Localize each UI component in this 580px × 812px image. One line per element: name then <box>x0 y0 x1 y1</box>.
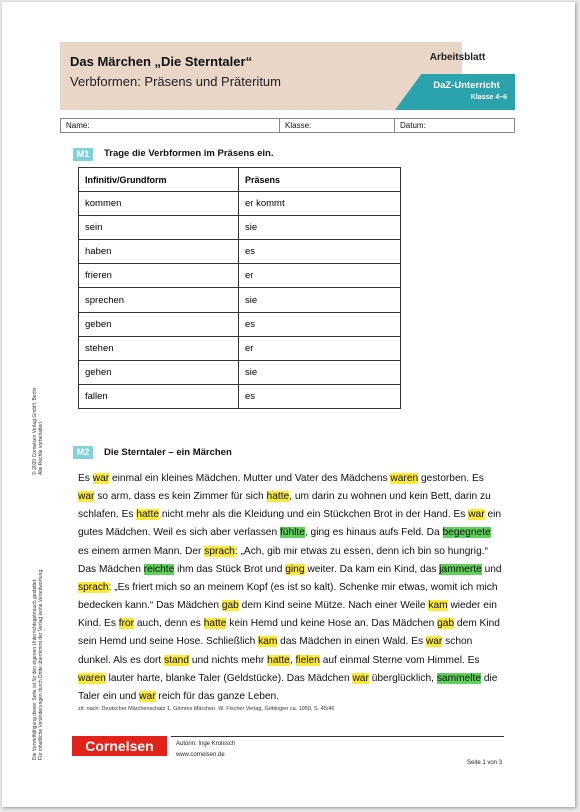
story-text-segment: ein gutes Mädchen. Weil es sich aber verlassen <box>78 509 502 539</box>
website-link[interactable]: www.cornelsen.de <box>176 752 225 758</box>
present-tense-cell[interactable]: es <box>239 312 401 336</box>
table-row <box>79 336 401 360</box>
story-paragraph <box>78 470 503 706</box>
class-field[interactable]: Klasse: <box>280 119 395 132</box>
name-field[interactable]: Name: <box>61 119 280 132</box>
present-tense-cell[interactable]: sie <box>239 360 401 384</box>
infinitive-cell: haben <box>79 240 239 264</box>
present-tense-cell[interactable]: er <box>239 336 401 360</box>
story-text-segment: dem Kind sein Hemd und seine Hose. Schließlich <box>78 618 500 648</box>
story-text-segment: überglücklich, <box>368 672 437 684</box>
highlighted-verb-preterite: war <box>468 509 485 521</box>
sheet-type-label: Arbeitsblatt <box>429 52 486 63</box>
highlighted-verb-preterite: waren <box>390 473 419 484</box>
highlighted-verb-preterite: sprach <box>204 545 235 557</box>
infinitive-cell: stehen <box>79 336 239 360</box>
m1-badge: M1 <box>73 148 93 161</box>
highlighted-verb-preterite: hatte <box>266 491 290 503</box>
table-row <box>79 384 401 408</box>
student-info-row <box>60 118 515 133</box>
table-row <box>79 288 401 312</box>
present-tense-cell[interactable]: er kommt <box>239 192 401 216</box>
story-text-segment: gestorben. Es <box>418 473 484 484</box>
column-header-present: Präsens <box>239 168 401 192</box>
citation: zit. nach: Deutscher Märchenschatz 1, Grimms Märchen. W. Fischer Verlag, Göttingen ca. 1950, S. 45/46 <box>78 706 335 712</box>
present-tense-cell[interactable]: sie <box>239 288 401 312</box>
course-label: DaZ-Unterricht <box>433 80 500 91</box>
table-row <box>79 360 401 384</box>
usage-line-1: Die Vervielfältigung dieser Seite ist für den eigenen Unterrichtsgebrauch gestattet. <box>32 578 38 760</box>
copyright-notice <box>32 388 44 475</box>
story-text <box>78 470 503 706</box>
highlighted-verb-regular: fühlte <box>279 527 305 539</box>
table-row <box>79 216 401 240</box>
highlighted-verb-preterite: hatte <box>203 618 227 630</box>
present-tense-cell[interactable]: es <box>239 384 401 408</box>
present-tense-cell[interactable]: sie <box>239 216 401 240</box>
story-text-segment: ihm das Stück Brot und <box>174 563 286 575</box>
story-text-segment: lauter harte, blanke Taler (Geldstücke). Das Mädchen <box>105 672 353 684</box>
story-text-segment: auch, denn es <box>134 618 204 630</box>
highlighted-verb-preterite: war <box>78 491 95 503</box>
story-text-segment: reich für das ganze Leben. <box>155 690 280 702</box>
page-subtitle: Verbformen: Präsens und Präteritum <box>70 74 281 89</box>
story-text-segment: , um darin zu wohnen und kein Bett, darin zu schlafen. Es <box>78 491 491 521</box>
story-text-segment: so arm, dass es kein Zimmer für sich <box>94 491 267 503</box>
m2-badge: M2 <box>73 446 93 459</box>
story-text-segment: einmal ein kleines Mädchen. Mutter und Vater des Mädchens <box>109 473 391 484</box>
highlighted-verb-preterite: gab <box>221 600 239 612</box>
highlighted-verb-preterite: war <box>92 473 110 484</box>
grade-label: Klasse 4–6 <box>470 94 507 101</box>
table-row <box>79 240 401 264</box>
story-text-segment: weiter. Da kam ein Kind, das <box>304 563 440 575</box>
verb-table <box>78 167 401 409</box>
story-text-segment: Es <box>78 473 93 484</box>
story-text-segment: und <box>481 563 502 575</box>
story-text-segment: das Mädchen in einen Wald. Es <box>277 636 426 648</box>
story-text-segment: und nichts mehr <box>189 654 268 666</box>
highlighted-verb-preterite: fror <box>118 618 135 630</box>
present-tense-cell[interactable]: es <box>239 240 401 264</box>
story-text-segment: , <box>289 654 296 666</box>
copyright-line-2: Alle Rechte vorbehalten. <box>38 420 44 475</box>
table-header-row <box>79 168 401 192</box>
infinitive-cell: gehen <box>79 360 239 384</box>
infinitive-cell: frieren <box>79 264 239 288</box>
story-text-segment: es einem armen Mann. Der <box>78 545 205 557</box>
table-row <box>79 312 401 336</box>
highlighted-verb-preterite: war <box>352 672 369 684</box>
highlighted-verb-preterite: hatte <box>136 509 159 521</box>
highlighted-verb-preterite: gab <box>437 618 455 630</box>
highlighted-verb-preterite: waren <box>78 672 106 684</box>
copyright-line-1: © 2020 Cornelsen Verlag GmbH, Berlin <box>32 387 38 475</box>
story-text-segment: schon dunkel. Als es dort <box>78 636 473 666</box>
usage-notice <box>32 569 44 761</box>
cornelsen-logo: Cornelsen <box>72 736 167 756</box>
table-row <box>79 192 401 216</box>
highlighted-verb-regular: jammerte <box>439 563 482 575</box>
highlighted-verb-regular: reichte <box>143 563 175 575</box>
table-row <box>79 264 401 288</box>
highlighted-verb-preterite: war <box>425 636 443 648</box>
author-credit: Autorin: Inge Kronisch <box>176 741 236 747</box>
m2-title: Die Sterntaler – ein Märchen <box>104 447 232 458</box>
present-tense-cell[interactable]: er <box>239 264 401 288</box>
highlighted-verb-preterite: kam <box>258 636 278 648</box>
story-text-segment: , ging es hinaus aufs Feld. Da <box>304 527 443 539</box>
date-field[interactable]: Datum: <box>400 121 426 130</box>
highlighted-verb-regular: sammelte <box>436 672 481 684</box>
story-text-segment: : „Ach, gib mir etwas zu essen, denn ich bin so hungrig.“ Das Mädchen <box>78 545 488 575</box>
highlighted-verb-preterite: kam <box>428 600 448 612</box>
story-text-segment: auf einmal Sterne vom Himmel. Es <box>319 654 480 666</box>
highlighted-verb-preterite: hatte <box>267 654 290 666</box>
m1-instruction: Trage die Verbformen im Präsens ein. <box>104 148 274 159</box>
story-text-segment: : „Es friert mich so an meinem Kopf (es ist so kalt). Schenke mir etwas, womit ich mich bedecken kann.“ Das Mädchen <box>78 581 498 612</box>
story-text-segment: kein Hemd und keine Hose an. Das Mädchen <box>226 618 438 630</box>
highlighted-verb-regular: begegnete <box>442 527 491 539</box>
footer-divider <box>171 736 504 737</box>
highlighted-verb-preterite: war <box>139 690 156 702</box>
page-number: Seite 1 von 3 <box>467 760 503 766</box>
story-text-segment: nicht mehr als die Kleidung und ein Stückchen Brot in der Hand. Es <box>159 509 469 521</box>
usage-line-2: Für inhaltliche Veränderungen durch Dritte übernimmt der Verlag keine Verantwortung. <box>38 568 44 760</box>
highlighted-verb-preterite: ging <box>285 563 305 575</box>
infinitive-cell: fallen <box>79 384 239 408</box>
story-text-segment: die Taler ein und <box>78 672 498 702</box>
highlighted-verb-preterite: sprach <box>78 581 109 593</box>
highlighted-verb-preterite: stand <box>164 654 189 666</box>
highlighted-verb-preterite: fielen <box>295 654 320 666</box>
infinitive-cell: geben <box>79 312 239 336</box>
infinitive-cell: sprechen <box>79 288 239 312</box>
story-text-segment: dem Kind seine Mütze. Nach einer Weile <box>238 600 429 612</box>
infinitive-cell: kommen <box>79 192 239 216</box>
page-title: Das Märchen „Die Sterntaler“ <box>70 54 253 69</box>
infinitive-cell: sein <box>79 216 239 240</box>
column-header-infinitive: Infinitiv/Grundform <box>79 168 239 192</box>
story-text-segment: wieder ein Kind. Es <box>78 600 497 630</box>
